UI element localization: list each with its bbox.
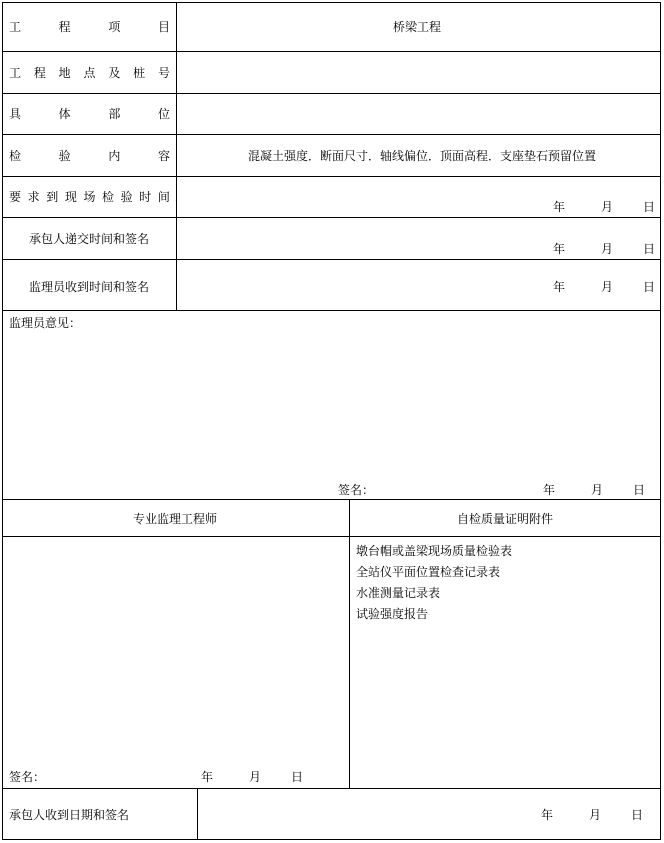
contractor-submit-label: 承包人递交时间和签名	[29, 232, 150, 246]
engineer-date-field[interactable]: 年 月 日	[201, 770, 304, 784]
column-divider	[176, 2, 177, 310]
project-value[interactable]: 桥梁工程	[393, 20, 442, 34]
location-label: 工 程 地 点 及 桩 号	[9, 66, 170, 80]
inspection-form	[2, 2, 661, 840]
request-time-label: 要 求 到 现 场 检 验 时 间	[9, 190, 170, 204]
row-divider	[2, 310, 661, 311]
row-divider	[2, 259, 661, 260]
project-label: 工 程 项 目	[9, 20, 170, 34]
supervisor-opinion-label: 监理员意见：	[9, 316, 82, 330]
content-value[interactable]: 混凝土强度．断面尺寸．轴线偏位．顶面高程．支座垫石预留位置	[248, 149, 597, 163]
engineer-header: 专业监理工程师	[133, 512, 218, 526]
attachments-header: 自检质量证明附件	[457, 512, 554, 526]
request-date-field[interactable]: 年 月 日	[553, 200, 656, 214]
contractor-submit-date-field[interactable]: 年 月 日	[553, 242, 656, 256]
contractor-receive-date-field[interactable]: 年 月 日	[541, 808, 644, 822]
opinion-sign-label: 签名：	[338, 483, 375, 497]
row-divider	[2, 93, 661, 94]
list-item: 试验强度报告	[356, 607, 429, 621]
supervisor-receive-label: 监理员收到时间和签名	[29, 280, 150, 294]
contractor-receive-label: 承包人收到日期和签名	[9, 808, 130, 822]
column-divider	[197, 788, 198, 840]
column-divider	[349, 499, 350, 788]
list-item: 墩台帽或盖梁现场质量检验表	[356, 544, 513, 558]
content-label: 检 验 内 容	[9, 149, 170, 163]
list-item: 全站仪平面位置检查记录表	[356, 565, 501, 579]
row-divider	[2, 51, 661, 52]
list-item: 水准测量记录表	[356, 586, 441, 600]
row-divider	[2, 176, 661, 177]
part-label: 具 体 部 位	[9, 107, 170, 121]
supervisor-receive-date-field[interactable]: 年 月 日	[553, 280, 656, 294]
row-divider	[2, 788, 661, 789]
row-divider	[2, 134, 661, 135]
attachments-list	[356, 541, 512, 625]
engineer-sign-label: 签名：	[9, 770, 46, 784]
row-divider	[2, 499, 661, 500]
row-divider	[2, 217, 661, 218]
row-divider	[2, 536, 661, 537]
opinion-date-field[interactable]: 年 月 日	[543, 483, 646, 497]
